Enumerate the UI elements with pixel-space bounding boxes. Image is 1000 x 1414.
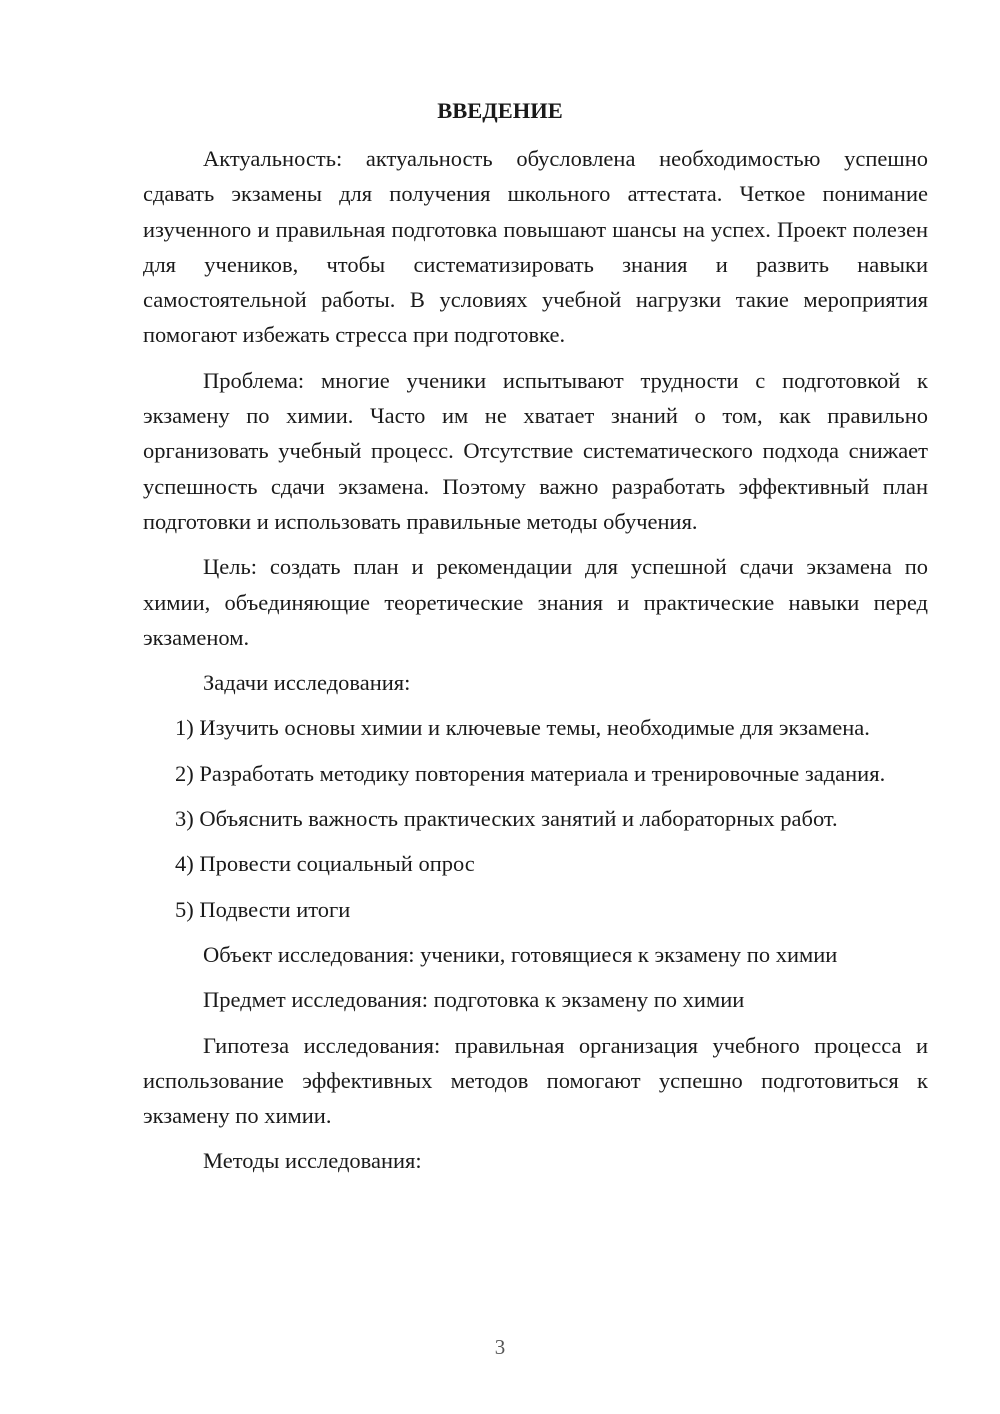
document-body bbox=[143, 141, 928, 1179]
paragraph-object: Объект исследования: ученики, готовящиеся к экзамену по химии bbox=[203, 941, 838, 967]
paragraph-goal: Цель: создать план и рекомендации для успешной сдачи экзамена по химии, объединяющие теоретические знания и практические навыки перед экзаменом. bbox=[143, 554, 928, 650]
task-item-3: 3) Объяснить важность практических занятий и лабораторных работ. bbox=[175, 806, 838, 832]
paragraph-hypothesis: Гипотеза исследования: правильная организация учебного процесса и использование эффективных методов помогают успешно подготовиться к экзамену по химии. bbox=[143, 1032, 928, 1129]
task-item-1: 1) Изучить основы химии и ключевые темы, необходимые для экзамена. bbox=[175, 715, 870, 741]
paragraph-tasks-heading: Задачи исследования: bbox=[203, 670, 411, 696]
paragraph-relevance: Актуальность: актуальность обусловлена необходимостью успешно сдавать экзамены для получения школьного аттестата. Четкое понимание изученного и правильная подготовка повышают шансы на успех. Проект полезен для учеников, чтобы систематизировать знания и развить навыки самостоятельной работы. В условиях учебной нагрузки такие мероприятия помогают избежать стресса при подготовке. bbox=[143, 146, 928, 348]
paragraph-methods: Методы исследования: bbox=[203, 1148, 422, 1174]
task-item-2: 2) Разработать методику повторения материала и тренировочные задания. bbox=[175, 760, 886, 786]
paragraph-problem: Проблема: многие ученики испытывают трудности с подготовкой к экзамену по химии. Часто им не хватает знаний о том, как правильно организовать учебный процесс. Отсутствие систематического подхода снижает успешность сдачи экзамена. Поэтому важно разработать эффективный план подготовки и использовать правильные методы обучения. bbox=[143, 367, 928, 534]
paragraph-subject: Предмет исследования: подготовка к экзамену по химии bbox=[203, 987, 745, 1013]
task-item-5: 5) Подвести итоги bbox=[175, 896, 351, 922]
section-title: ВВЕДЕНИЕ bbox=[437, 98, 563, 123]
task-item-4: 4) Провести социальный опрос bbox=[175, 851, 475, 877]
page-number: 3 bbox=[494, 1335, 506, 1359]
